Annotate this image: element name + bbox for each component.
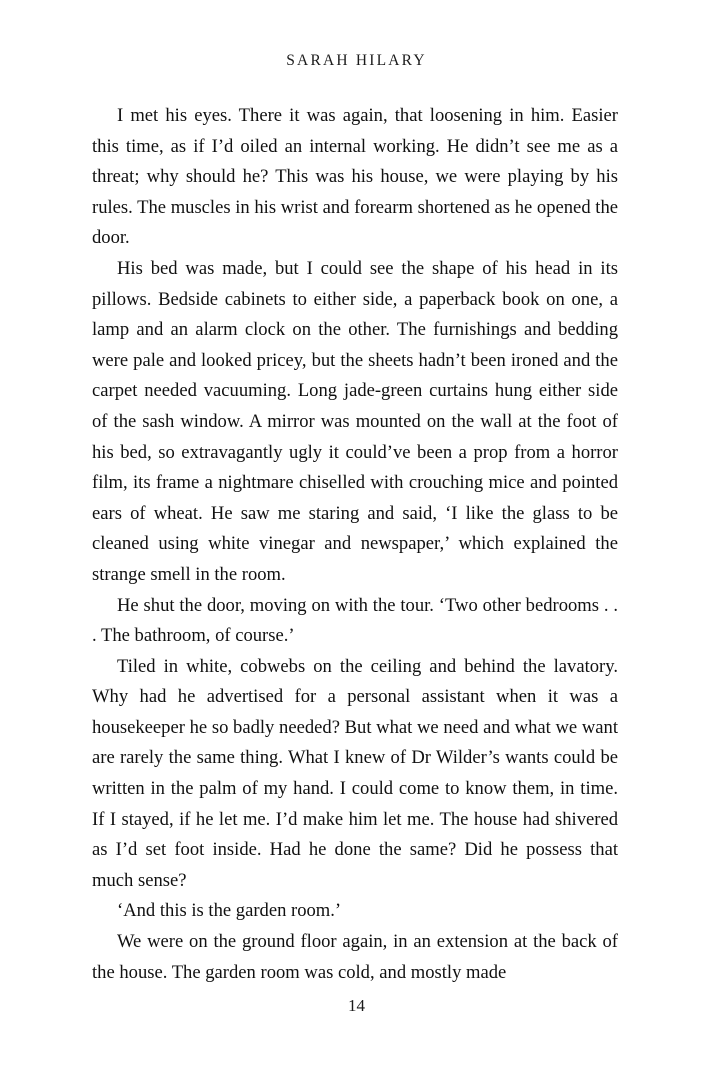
body-text	[92, 101, 618, 988]
paragraph: His bed was made, but I could see the shape of his head in its pillows. Bedside cabinets to either side, a paperback book on one, a lamp and an alarm clock on the other. The furnishings and bedding were pale and looked pricey, but the sheets hadn’t been ironed and the carpet needed vacuuming. Long jade-green curtains hung either side of the sash window. A mirror was mounted on the wall at the foot of his bed, so extravagantly ugly it could’ve been a prop from a horror film, its frame a nightmare chiselled with crouching mice and pointed ears of wheat. He saw me staring and said, ‘I like the glass to be cleaned using white vinegar and newspaper,’ which explained the strange smell in the room.	[92, 257, 618, 585]
paragraph: ‘And this is the garden room.’	[117, 900, 342, 922]
paragraph: Tiled in white, cobwebs on the ceiling and behind the lavatory. Why had he advertised for a personal assistant when it was a housekeeper he so badly needed? But what we need and what we want are rarely the same thing. What I knew of Dr Wilder’s wants could be written in the palm of my hand. I could come to know them, in time. If I stayed, if he let me. I’d make him let me. The house had shivered as I’d set foot inside. Had he done the same? Did he possess that much sense?	[92, 655, 618, 891]
paragraph: We were on the ground floor again, in an extension at the back of the house. The garden room was cold, and mostly made	[92, 931, 618, 983]
paragraph: He shut the door, moving on with the tour. ‘Two other bedrooms . . . The bathroom, of course.’	[92, 594, 618, 647]
page-number: 14	[348, 996, 365, 1015]
paragraph: I met his eyes. There it was again, that loosening in him. Easier this time, as if I’d oiled an internal working. He didn’t see me as a threat; why should he? This was his house, we were playing by his rules. The muscles in his wrist and forearm shortened as he opened the door.	[92, 105, 618, 249]
running-head: SARAH HILARY	[286, 52, 427, 69]
